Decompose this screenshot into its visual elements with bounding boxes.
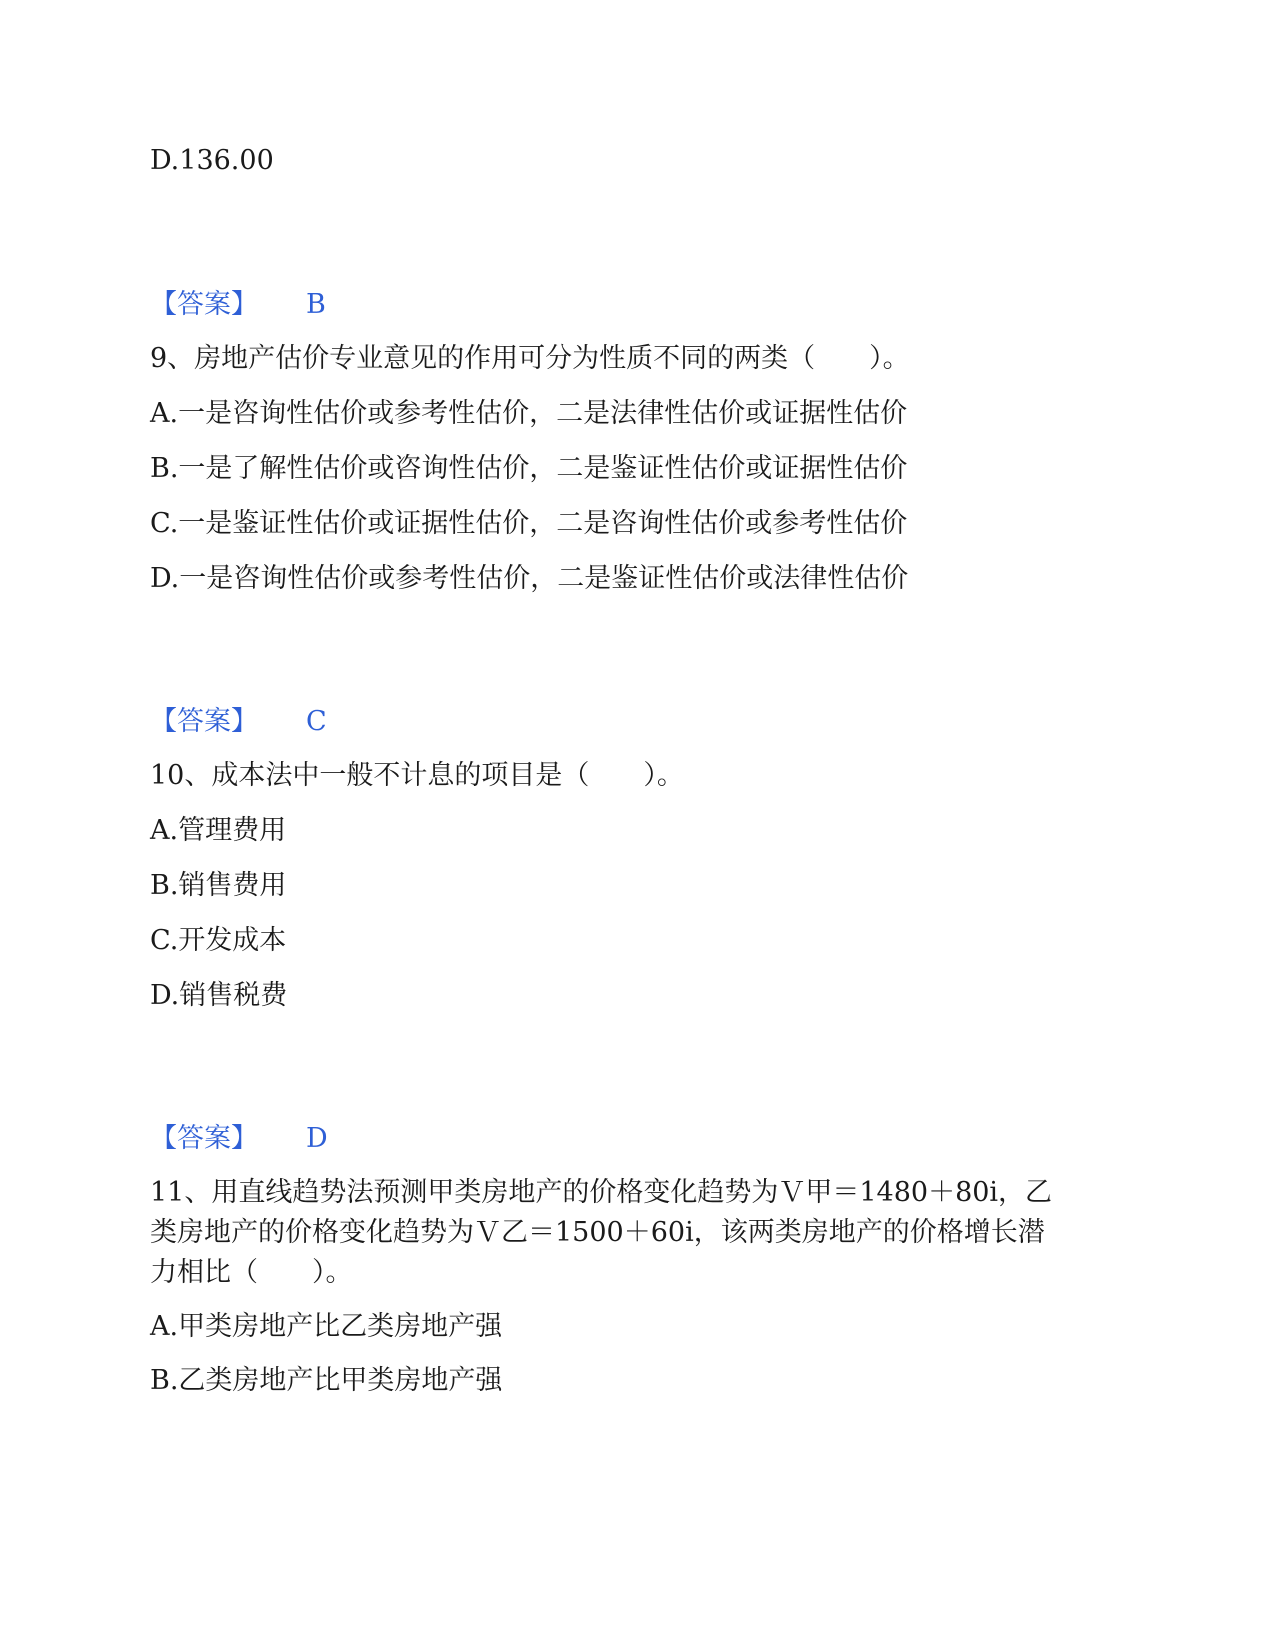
question-11-stem-line-2: 类房地产的价格变化趋势为Ｖ乙＝1500＋60i，该两类房地产的价格增长潜	[150, 1217, 1045, 1248]
answer-value: C	[306, 706, 327, 737]
question-11-option-b: B.乙类房地产比甲类房地产强	[150, 1365, 503, 1396]
answer-label: 【答案】	[150, 289, 258, 320]
answer-row-q9	[150, 703, 327, 741]
question-9-stem: 9、房地产估价专业意见的作用可分为性质不同的两类（ ）。	[150, 343, 910, 374]
answer-value: D	[306, 1123, 328, 1154]
question-9-option-c: C.一是鉴证性估价或证据性估价，二是咨询性估价或参考性估价	[150, 508, 908, 539]
answer-label: 【答案】	[150, 706, 258, 737]
answer-row-q10	[150, 1120, 328, 1158]
answer-value: B	[306, 289, 326, 320]
question-10-option-d: D.销售税费	[150, 980, 288, 1011]
question-11-stem-line-1: 11、用直线趋势法预测甲类房地产的价格变化趋势为Ｖ甲＝1480＋80i，乙	[150, 1177, 1053, 1208]
question-10-option-a: A.管理费用	[150, 815, 287, 846]
question-10-stem: 10、成本法中一般不计息的项目是（ ）。	[150, 760, 684, 791]
question-11-stem-line-3: 力相比（ ）。	[150, 1257, 353, 1288]
question-11-option-a: A.甲类房地产比乙类房地产强	[150, 1311, 503, 1342]
answer-label: 【答案】	[150, 1123, 258, 1154]
question-10-option-b: B.销售费用	[150, 870, 287, 901]
question-9-option-d: D.一是咨询性估价或参考性估价，二是鉴证性估价或法律性估价	[150, 563, 909, 594]
option-d-prev: D.136.00	[150, 145, 274, 176]
question-9-option-b: B.一是了解性估价或咨询性估价，二是鉴证性估价或证据性估价	[150, 453, 908, 484]
question-9-option-a: A.一是咨询性估价或参考性估价，二是法律性估价或证据性估价	[150, 398, 908, 429]
question-10-option-c: C.开发成本	[150, 925, 287, 956]
answer-row-prev	[150, 286, 326, 324]
